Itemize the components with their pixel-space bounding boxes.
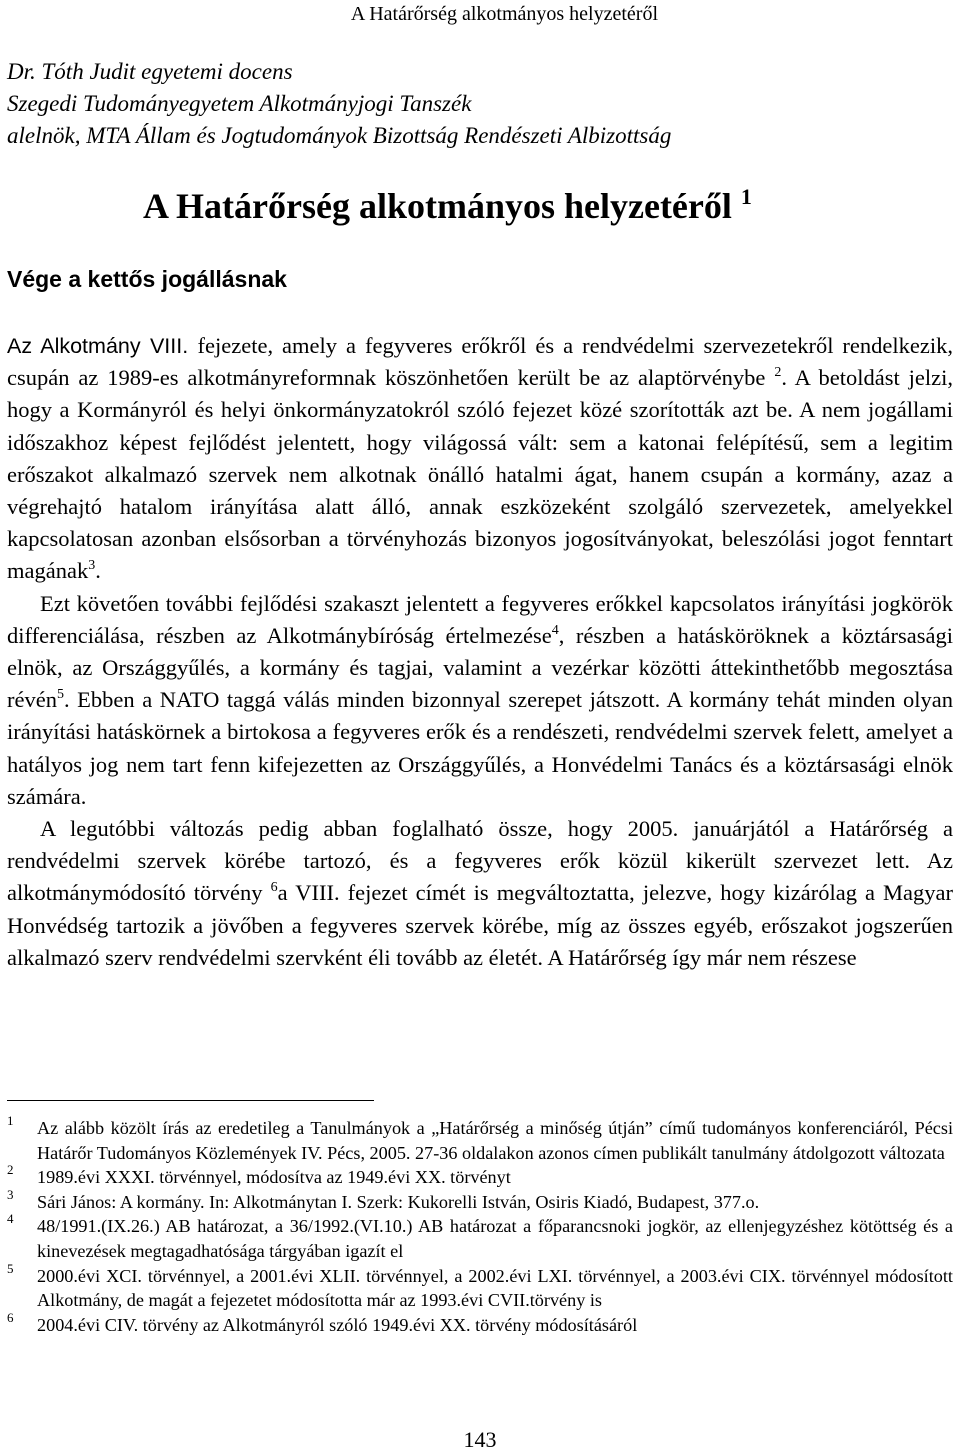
footnote-4 [7, 1211, 953, 1263]
footnote-5 [7, 1260, 953, 1313]
paragraph-2-text-cont: , részben a hatásköröknek a köztársasági elnök, az Országgyűlés, a kormány és tagjai, valamint a vezérkar közötti áttekinthetőbb megosztása révén [7, 622, 953, 713]
paragraph-1 [7, 330, 953, 588]
page-number: 143 [463, 1427, 497, 1452]
footnote-number: 5 [7, 1260, 14, 1276]
running-header: A Határőrség alkotmányos helyzetéről [350, 3, 658, 25]
body-text [7, 330, 953, 974]
footnote-ref-2[interactable]: 2 [774, 365, 782, 381]
footnote-2 [7, 1162, 953, 1190]
footnote-ref-5[interactable]: 5 [56, 687, 64, 703]
footnote-text: Sári János: A kormány. In: Alkotmánytan I. Szerk: Kukorelli István, Osiris Kiadó, Budapest, 377.o. [37, 1191, 760, 1212]
paragraph-1-lead: Az Alkotmány VIII. [7, 334, 198, 358]
footnote-6 [7, 1309, 953, 1338]
footnote-text: 2004.évi CIV. törvény az Alkotmányról szóló 1949.évi XX. törvény módosításáról [37, 1314, 638, 1335]
footnote-number: 6 [7, 1309, 14, 1325]
footnote-1 [7, 1113, 953, 1165]
footnotes [7, 1113, 953, 1337]
author-affiliation: Szegedi Tudományegyetem Alkotmányjogi Tanszék [7, 91, 472, 116]
footnote-ref-4[interactable]: 4 [551, 622, 559, 638]
paragraph-2 [7, 588, 953, 813]
footnote-text: 1989.évi XXXI. törvénnyel, módosítva az 1949.évi XX. törvényt [37, 1167, 511, 1188]
author-block [7, 56, 671, 152]
paragraph-1-text-cont: . A betoldást jelzi, hogy a Kormányról és helyi önkormányzatokról szóló fejezet közé szorították azt be. A nem jogállami időszakhoz képest fejlődést jelentett, hogy világossá vált: sem a katonai felépítésű, sem a legitim erőszakot alkalmazó szervek nem alkotnak önálló hatalmi ágat, hanem csupán a kormány, azaz a végrehajtó hatalom irányítása alatt álló, annak eszközeként szolgáló szervezetek, amelyekkel kapcsolatosan azonban elsősorban a törvényhozás bizonyos jogosítványokat, beleszólási jogot fenntart magának [7, 365, 954, 584]
footnote-separator [7, 1100, 374, 1101]
paragraph-2-text: Ezt követően további fejlődési szakaszt jelentett a fegyveres erőkkel kapcsolatos irányítási jogkörök differenciálása, részben az Alkotmánybíróság értelmezése [7, 590, 953, 648]
title-footnote-ref[interactable]: 1 [740, 184, 752, 209]
footnote-text: 48/1991.(IX.26.) AB határozat, a 36/1992.(VI.10.) AB határozat a főparancsnoki jogkör, az ellenjegyzéshez kötöttség és a kinevezések megtagadhatósága tárgyában igazít el [37, 1216, 953, 1261]
footnote-ref-6[interactable]: 6 [270, 880, 278, 896]
paragraph-1-end: . [95, 558, 101, 584]
footnote-number: 1 [7, 1113, 14, 1128]
footnote-text: 2000.évi XCI. törvénnyel, a 2001.évi XLII. törvénnyel, a 2002.évi LXI. törvénnyel, a 2003.évi CIX. törvénnyel módosított Alkotmány, de magát a fejezetet módosította már az 1993.évi CVII.törvény is [37, 1265, 953, 1311]
paragraph-3-end: a VIII. fejezet címét is megváltoztatta, jelezve, hogy kizárólag a Magyar Honvédség tartozik a jövőben a fegyveres szervek körébe, míg az összes egyéb, erőszakot jogszerűen alkalmazó szerv rendvédelmi szervként éli tovább az életét. A Határőrség így már nem részese [7, 880, 954, 970]
article-title [143, 184, 752, 228]
paragraph-2-end: . Ebben a NATO taggá válás minden bizonnyal szerepet játszott. A kormány tehát minden olyan irányítási hatáskörnek a birtokosa a fegyveres erők és a rendészeti, rendvédelmi szervek felett, amelyet a hatályos jog nem tart fenn kifejezetten az Országgyűlés, a Honvédelmi Tanács és a köztársasági elnök számára. [7, 687, 953, 809]
footnote-number: 2 [7, 1162, 14, 1178]
footnote-3 [7, 1186, 953, 1215]
paragraph-3 [7, 813, 953, 974]
paragraph-3-text: A legutóbbi változás pedig abban foglalható össze, hogy 2005. januárjától a Határőrség a rendvédelmi szervek körébe tartozó, és a fegyveres erők közül kikerült szervezet lett. Az alkotmánymódosító törvény [7, 816, 953, 906]
footnote-text: Az alább közölt írás az eredetileg a Tanulmányok a „Határőrség a minőség útján” című tudományos konferenciáról, Pécsi Határőr Tudományos Közlemények IV. Pécs, 2005. 27-36 oldalakon azonos címen publikált tanulmány átdolgozott változata [37, 1118, 953, 1163]
article-title-text: A Határőrség alkotmányos helyzetéről [143, 186, 732, 226]
footnote-number: 4 [7, 1211, 14, 1227]
paragraph-1-text: fejezete, amely a fegyveres erőkről és a rendvédelmi szervezetekről rendelkezik, csupán az 1989-es alkotmányreformnak köszönhetően került be az alaptörvénybe [7, 333, 953, 391]
author-name: Dr. Tóth Judit egyetemi docens [7, 59, 293, 84]
author-position: alelnök, MTA Állam és Jogtudományok Bizottság Rendészeti Albizottság [7, 123, 672, 148]
article-subtitle: Vége a kettős jogállásnak [7, 266, 287, 292]
footnote-ref-3[interactable]: 3 [88, 558, 96, 574]
footnote-number: 3 [7, 1186, 14, 1202]
